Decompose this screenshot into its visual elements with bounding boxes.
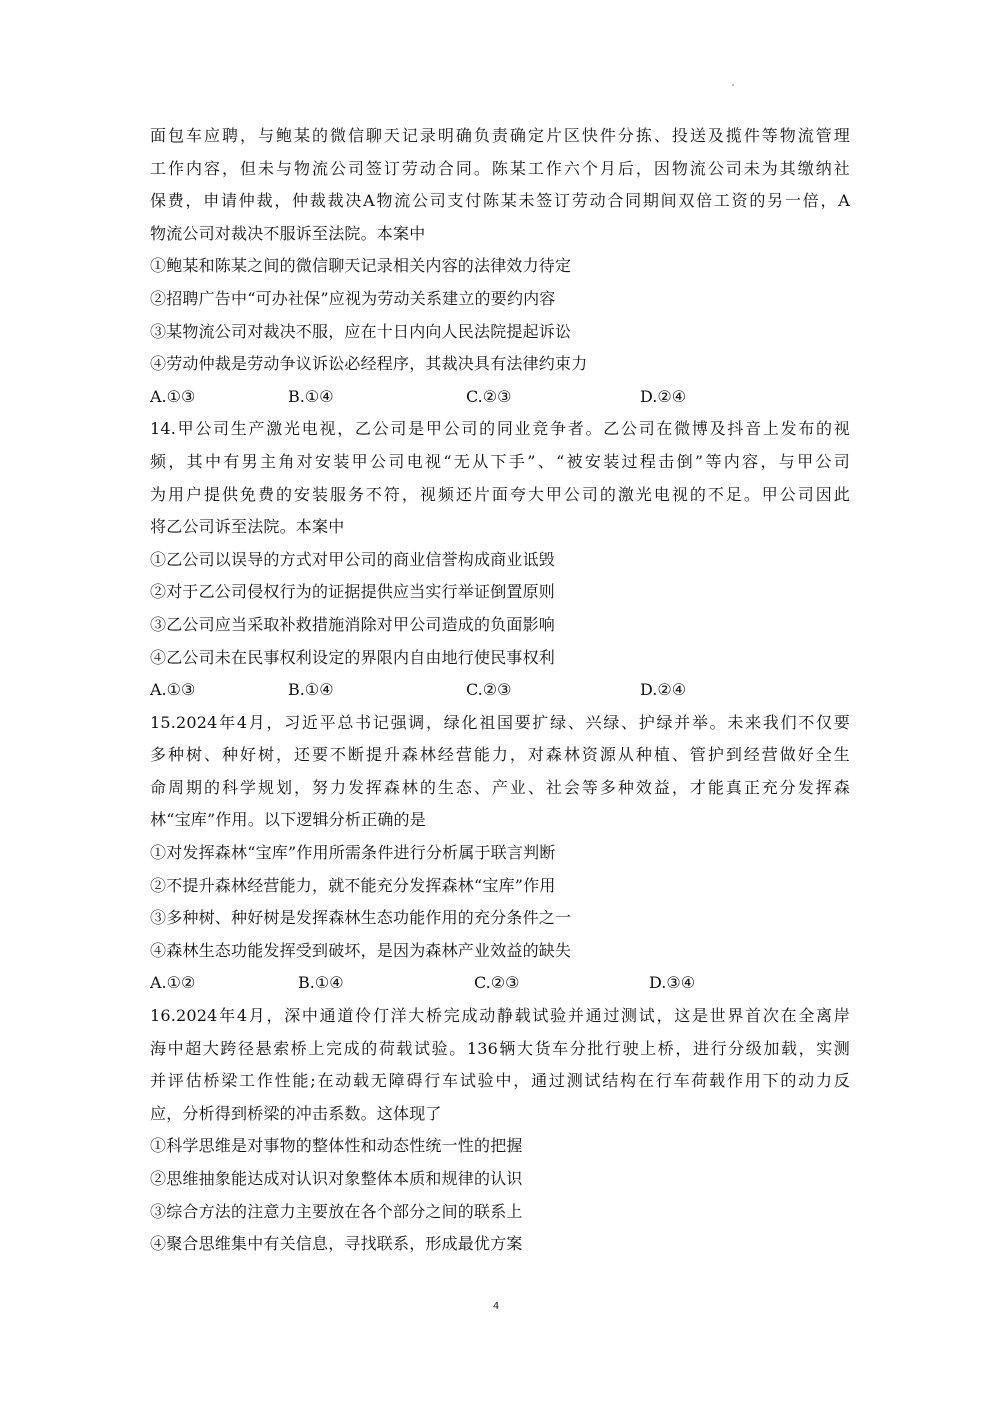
question-stem-line: 保费，申请仲裁，仲裁裁决A物流公司支付陈某未签订劳动合同期间双倍工资的另一倍，A	[150, 191, 850, 211]
question-stem-line: 应，分析得到桥梁的冲击系数。这体现了	[150, 1103, 442, 1123]
option-c: C.②③	[466, 386, 512, 406]
question-stem-line: 将乙公司诉至法院。本案中	[150, 517, 345, 537]
option-b: B.①④	[288, 386, 334, 406]
option-c: C.②③	[466, 680, 512, 700]
statement: ②思维抽象能达成对认识对象整体本质和规律的认识	[150, 1169, 523, 1188]
question-stem-line: 海中超大跨径悬索桥上完成的荷载试验。136辆大货车分批行驶上桥，进行分级加载，实测	[150, 1038, 850, 1058]
page-number: 4	[492, 1301, 500, 1312]
option-c: C.②③	[474, 973, 520, 993]
question-14	[150, 413, 850, 706]
question-stem-line: 工作内容，但未与物流公司签订劳动合同。陈某工作六个月后，因物流公司未为其缴纳社	[150, 158, 850, 178]
answer-options	[150, 674, 850, 707]
answer-options	[150, 381, 850, 414]
question-stem-line: 频，其中有男主角对安装甲公司电视“无从下手”、“被安装过程击倒”等内容，与甲公司	[150, 451, 850, 471]
question-15	[150, 707, 850, 1000]
statement: ②对于乙公司侵权行为的证据提供应当实行举证倒置原则	[150, 582, 556, 602]
statement: ①鲍某和陈某之间的微信聊天记录相关内容的法律效力待定	[150, 256, 572, 276]
statement: ③多种树、种好树是发挥森林生态功能作用的充分条件之一	[150, 908, 572, 928]
option-d: D.②④	[640, 386, 687, 406]
statement: ③综合方法的注意力主要放在各个部分之间的联系上	[150, 1201, 523, 1221]
statement: ①对发挥森林“宝库”作用所需条件进行分析属于联言判断	[150, 843, 556, 863]
statement: ③乙公司应当采取补救措施消除对甲公司造成的负面影响	[150, 614, 556, 634]
question-stem-line: 16.2024年4月，深中通道伶仃洋大桥完成动静载试验并通过测试，这是世界首次在全离岸	[150, 1006, 850, 1026]
statement: ④森林生态功能发挥受到破坏，是因为森林产业效益的缺失	[150, 940, 572, 960]
statement: ①乙公司以误导的方式对甲公司的商业信誉构成商业诋毁	[150, 549, 556, 569]
question-stem-line: 林“宝库”作用。以下逻辑分析正确的是	[150, 810, 426, 830]
question-stem-line: 物流公司对裁决不服诉至法院。本案中	[150, 223, 426, 243]
question-stem-line: 为用户提供免费的安装服务不符，视频还片面夸大甲公司的激光电视的不足。甲公司因此	[150, 484, 850, 504]
option-a: A.①③	[150, 386, 196, 406]
question-stem-line: 面包车应聘，与鲍某的微信聊天记录明确负责确定片区快件分拣、投送及揽件等物流管理	[150, 126, 850, 145]
statement: ④乙公司未在民事权利设定的界限内自由地行使民事权利	[150, 647, 556, 667]
statement: ④劳动仲裁是劳动争议诉讼必经程序，其裁决具有法律约束力	[150, 354, 588, 374]
option-a: A.①②	[150, 973, 196, 993]
statement: ③某物流公司对裁决不服，应在十日内向人民法院提起诉讼	[150, 321, 572, 341]
statement: ②招聘广告中“可办社保”应视为劳动关系建立的要约内容	[150, 288, 556, 308]
option-d: D.②④	[640, 680, 687, 700]
option-a: A.①③	[150, 680, 196, 700]
option-b: B.①④	[298, 973, 344, 993]
statement: ②不提升森林经营能力，就不能充分发挥森林“宝库”作用	[150, 875, 556, 895]
question-13	[150, 120, 850, 413]
question-stem-line: 14.甲公司生产激光电视，乙公司是甲公司的同业竞争者。乙公司在微博及抖音上发布的视	[150, 419, 850, 439]
statement: ④聚合思维集中有关信息，寻找联系，形成最优方案	[150, 1234, 523, 1254]
question-stem-line: 多种树、种好树，还要不断提升森林经营能力，对森林资源从种植、管护到经营做好全生	[150, 745, 850, 765]
question-stem-line: 15.2024年4月，习近平总书记强调，绿化祖国要扩绿、兴绿、护绿并举。未来我们不仅要	[150, 712, 850, 732]
question-stem-line: 命周期的科学规划，努力发挥森林的生态、产业、社会等多种效益，才能真正充分发挥森	[150, 777, 850, 797]
option-b: B.①④	[288, 680, 334, 700]
option-d: D.③④	[649, 973, 696, 993]
page-content	[150, 120, 850, 1261]
statement: ①科学思维是对事物的整体性和动态性统一性的把握	[150, 1136, 523, 1156]
question-stem-line: 并评估桥梁工作性能;在动载无障碍行车试验中，通过测试结构在行车荷载作用下的动力反	[150, 1071, 850, 1091]
question-16	[150, 1000, 850, 1261]
answer-options	[150, 967, 850, 1000]
scan-dot	[732, 84, 734, 86]
